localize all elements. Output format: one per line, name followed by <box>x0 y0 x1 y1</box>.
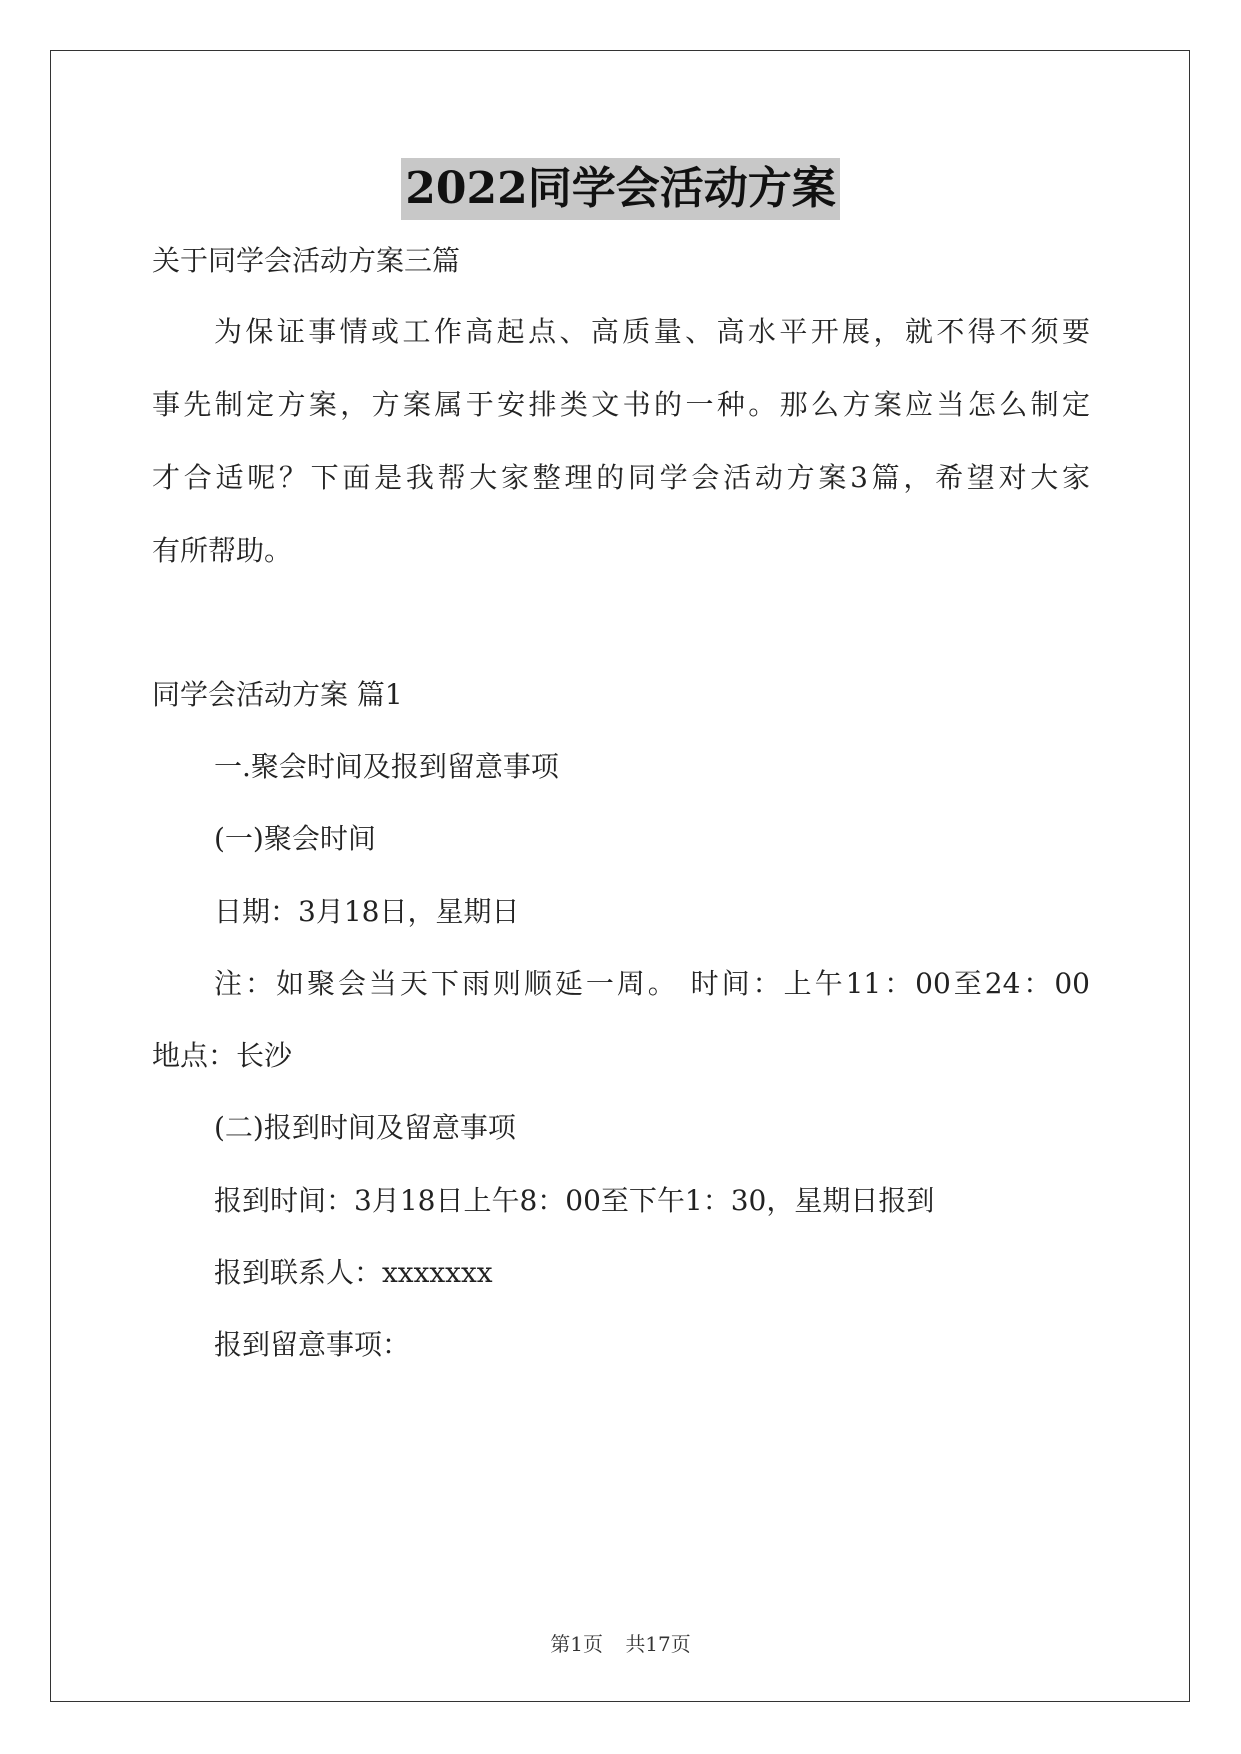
sub2-heading: (二)报到时间及留意事项 <box>214 1111 516 1144</box>
section-heading: 同学会活动方案 篇1 <box>152 678 403 711</box>
intro-line-3: 才合适呢？下面是我帮大家整理的同学会活动方案3篇，希望对大家 <box>152 461 1090 494</box>
item1-heading: 一.聚会时间及报到留意事项 <box>214 750 559 783</box>
intro-line-2: 事先制定方案，方案属于安排类文书的一种。那么方案应当怎么制定 <box>152 388 1090 421</box>
title-wrap <box>0 158 1241 220</box>
intro-line-4: 有所帮助。 <box>152 534 293 567</box>
intro-line-1: 为保证事情或工作高起点、高质量、高水平开展，就不得不须要 <box>214 315 1090 348</box>
page-border <box>50 50 1190 1702</box>
place-line: 地点：长沙 <box>152 1039 293 1072</box>
checkin-contact-line: 报到联系人：xxxxxxx <box>214 1256 493 1289</box>
document-title: 2022同学会活动方案 <box>401 158 839 220</box>
checkin-notes-line: 报到留意事项： <box>214 1328 411 1361</box>
sub1-heading: (一)聚会时间 <box>214 822 376 855</box>
page-footer <box>0 1628 1241 1657</box>
date-line: 日期：3月18日，星期日 <box>214 895 520 928</box>
checkin-time-line: 报到时间：3月18日上午8：00至下午1：30，星期日报到 <box>214 1184 935 1217</box>
page-total: 共17页 <box>625 1632 691 1656</box>
page-number: 第1页 <box>550 1632 603 1656</box>
note-line: 注：如聚会当天下雨则顺延一周。 时间：上午11：00至24：00 <box>214 967 1090 1000</box>
document-subtitle: 关于同学会活动方案三篇 <box>152 244 461 277</box>
